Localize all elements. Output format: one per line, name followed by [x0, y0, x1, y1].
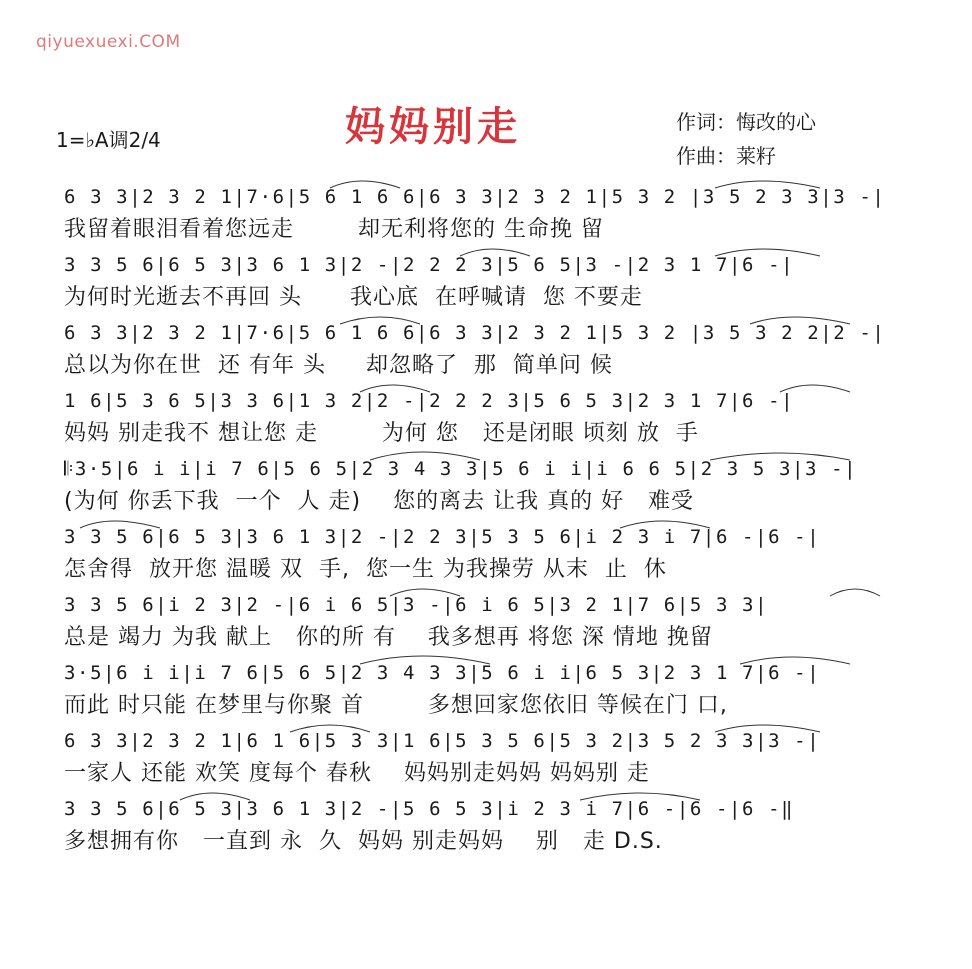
- score-line: [60, 792, 900, 860]
- song-title: 妈妈别走: [345, 103, 521, 150]
- score-line: [60, 384, 900, 452]
- score-line: [60, 452, 900, 520]
- notation-row: 1 6|5 3 6 5|3 3 6|1 3 2|2 -|2 2 2 3|5 6 5 3|2 3 1 7|6 -|: [64, 384, 794, 418]
- score-line: [60, 248, 900, 316]
- key-signature: 1=♭A调2/4: [56, 128, 161, 152]
- notation-row: 𝄆3·5|6 i i|i 7 6|5 6 5|2 3 4 3 3|5 6 i i|i 6 6 5|2 3 5 3|3 -|: [64, 452, 857, 486]
- lyric-row: 总是 竭力 为我 献上 你的所 有 我多想再 将您 深 情地 挽留: [64, 625, 713, 650]
- notation-row: 6 3 3|2 3 2 1|7·6|5 6 1 6 6|6 3 3|2 3 2 1|5 3 2 |3 5 3 2 2|2 -|: [64, 316, 885, 350]
- lyric-row: 一家人 还能 欢笑 度每个 春秋 妈妈别走妈妈 妈妈别 走: [64, 761, 650, 786]
- notation-row: 3 3 5 6|6 5 3|3 6 1 3|2 -|5 6 5 3|i 2 3 i 7|6 -|6 -|6 -‖: [64, 792, 794, 826]
- notation-row: 3·5|6 i i|i 7 6|5 6 5|2 3 4 3 3|5 6 i i|6 5 3|2 3 1 7|6 -|: [64, 656, 820, 690]
- site-watermark: qiyuexuexi.COM: [36, 32, 181, 52]
- score-line: [60, 520, 900, 588]
- score-body: [60, 180, 900, 860]
- score-line: [60, 656, 900, 724]
- lyric-row: 为何时光逝去不再回 头 我心底 在呼喊请 您 不要走: [64, 285, 643, 310]
- score-line: [60, 316, 900, 384]
- notation-row: 3 3 5 6|i 2 3|2 -|6 i 6 5|3 -|6 i 6 5|3 2 1|7 6|5 3 3|: [64, 588, 768, 622]
- lyric-row: 怎舍得 放开您 温暖 双 手, 您一生 为我操劳 从末 止 休: [64, 557, 667, 582]
- notation-row: 6 3 3|2 3 2 1|7·6|5 6 1 6 6|6 3 3|2 3 2 1|5 3 2 |3 5 2 3 3|3 -|: [64, 180, 885, 214]
- lyric-row: 我留着眼泪看着您远走 却无利将您的 生命挽 留: [64, 217, 604, 242]
- notation-row: 3 3 5 6|6 5 3|3 6 1 3|2 -|2 2 2 3|5 6 5|3 -|2 3 1 7|6 -|: [64, 248, 794, 282]
- composer-credit: 作曲：莱籽: [676, 144, 776, 168]
- score-line: [60, 588, 900, 656]
- lyric-row: 而此 时只能 在梦里与你聚 首 多想回家您依旧 等候在门 口,: [64, 693, 728, 718]
- notation-row: 3 3 5 6|6 5 3|3 6 1 3|2 -|2 2 3|5 3 5 6|i 2 3 i 7|6 -|6 -|: [64, 520, 820, 554]
- lyricist-credit: 作词：悔改的心: [676, 110, 816, 134]
- lyric-row: (为何 你丢下我 一个 人 走) 您的离去 让我 真的 好 难受: [64, 489, 695, 514]
- notation-row: 6 3 3|2 3 2 1|6 1 6|5 3 3|1 6|5 3 5 6|5 3 2|3 5 2 3 3|3 -|: [64, 724, 820, 758]
- score-line: [60, 180, 900, 248]
- lyric-row: 总以为你在世 还 有年 头 却忽略了 那 简单问 候: [64, 353, 613, 378]
- lyric-row: 多想拥有你 一直到 永 久 妈妈 别走妈妈 别 走 D.S.: [64, 829, 663, 854]
- score-line: [60, 724, 900, 792]
- lyric-row: 妈妈 别走我不 想让您 走 为何 您 还是闭眼 顷刻 放 手: [64, 421, 699, 446]
